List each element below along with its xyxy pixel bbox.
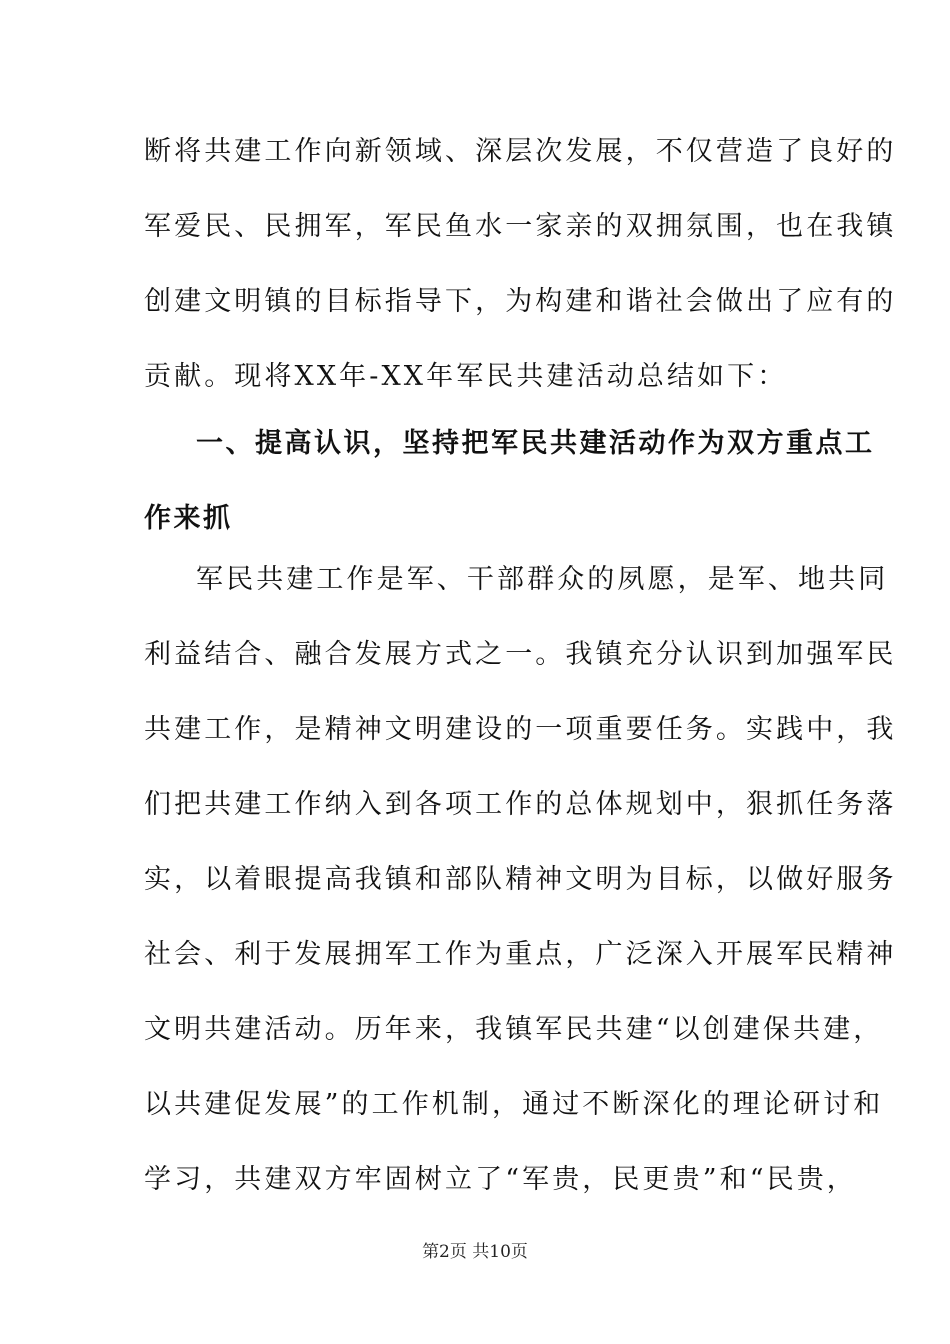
paragraph-line: 学习，共建双方牢固树立了“军贵，民更贵”和“民贵， [144,1164,857,1195]
page-footer: 第2页 共10页 [422,1242,528,1262]
paragraph-line: 共建工作，是精神文明建设的一项重要任务。实践中，我 [144,714,897,745]
paragraph-line: 利益结合、融合发展方式之一。我镇充分认识到加强军民 [144,639,897,670]
paragraph-line: 创建文明镇的目标指导下，为构建和谐社会做出了应有的 [144,286,897,317]
paragraph-line: 们把共建工作纳入到各项工作的总体规划中，狠抓任务落 [144,789,897,820]
paragraph-line: 实，以着眼提高我镇和部队精神文明为目标，以做好服务 [144,864,897,895]
paragraph-line: 军民共建工作是军、干部群众的夙愿，是军、地共同 [196,564,889,595]
section-heading-continued: 作来抓 [144,503,233,534]
paragraph-line: 贡献。现将XX年-XX年军民共建活动总结如下： [144,361,788,392]
paragraph-line: 军爱民、民拥军，军民鱼水一家亲的双拥氛围，也在我镇 [144,211,897,242]
paragraph-line: 以共建促发展”的工作机制，通过不断深化的理论研讨和 [144,1089,884,1120]
paragraph-line: 文明共建活动。历年来，我镇军民共建“以创建保共建， [144,1014,884,1045]
paragraph-line: 断将共建工作向新领域、深层次发展，不仅营造了良好的 [144,136,897,167]
section-heading: 一、提高认识，坚持把军民共建活动作为双方重点工 [196,428,875,459]
paragraph-line: 社会、利于发展拥军工作为重点，广泛深入开展军民精神 [144,939,897,970]
